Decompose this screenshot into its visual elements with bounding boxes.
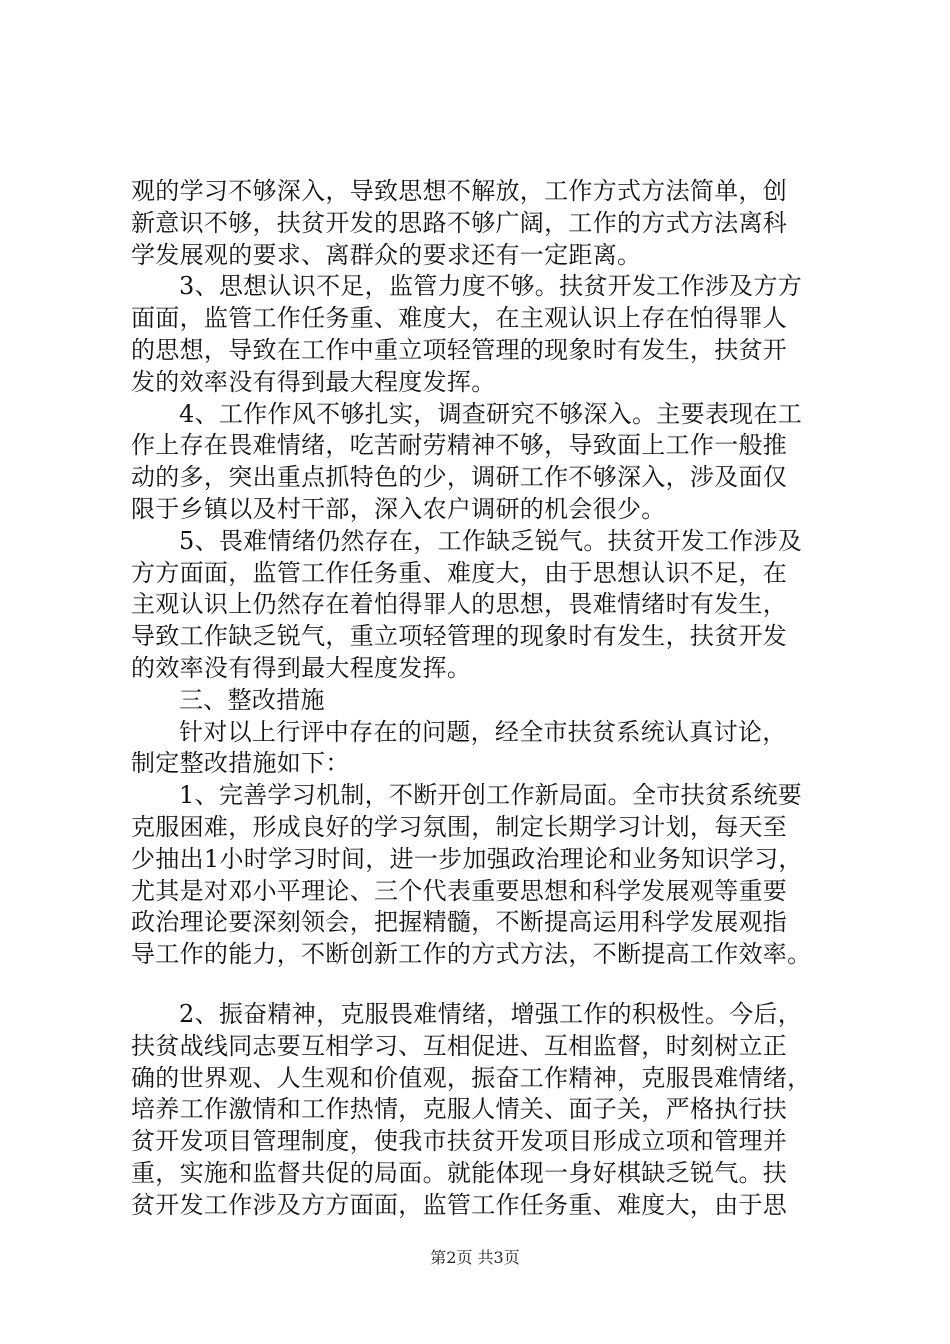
text-line: 主观认识上仍然存在着怕得罪人的思想，畏难情绪时有发生， bbox=[131, 590, 788, 619]
text-line: 限于乡镇以及村干部，深入农户调研的机会很少。 bbox=[131, 494, 666, 523]
text-line: 制定整改措施如下： bbox=[131, 749, 350, 778]
text-line: 扶贫战线同志要互相学习、互相促进、互相监督，时刻树立正 bbox=[131, 1031, 788, 1060]
text-line: 少抽出1小时学习时间，进一步加强政治理论和业务知识学习， bbox=[131, 844, 803, 873]
text-line: 作上存在畏难情绪，吃苦耐劳精神不够，导致面上工作一般推 bbox=[131, 431, 788, 460]
text-line: 3、思想认识不足，监管力度不够。扶贫开发工作涉及方方 bbox=[179, 272, 803, 301]
text-line: 导工作的能力，不断创新工作的方式方法，不断提高工作效率。 bbox=[131, 940, 812, 969]
text-line: 贫开发工作涉及方方面面，监管工作任务重、难度大，由于思 bbox=[131, 1190, 788, 1219]
text-line: 培养工作激情和工作热情，克服人情关、面子关，严格执行扶 bbox=[131, 1095, 788, 1124]
text-line: 确的世界观、人生观和价值观，振奋工作精神，克服畏难情绪， bbox=[131, 1063, 812, 1092]
text-line: 的思想，导致在工作中重立项轻管理的现象时有发生，扶贫开 bbox=[131, 335, 788, 364]
text-line: 发的效率没有得到最大程度发挥。 bbox=[131, 367, 496, 396]
paragraph-gap bbox=[131, 971, 851, 999]
text-line: 克服困难，形成良好的学习氛围，制定长期学习计划，每天至 bbox=[131, 812, 788, 841]
text-line: 重，实施和监督共促的局面。就能体现一身好棋缺乏锐气。扶 bbox=[131, 1158, 788, 1187]
text-line: 新意识不够，扶贫开发的思路不够广阔，工作的方式方法离科 bbox=[131, 208, 788, 237]
text-line: 尤其是对邓小平理论、三个代表重要思想和科学发展观等重要 bbox=[131, 876, 788, 905]
text-line: 观的学习不够深入，导致思想不解放，工作方式方法简单，创 bbox=[131, 177, 788, 205]
text-line: 5、畏难情绪仍然存在，工作缺乏锐气。扶贫开发工作涉及 bbox=[179, 526, 803, 555]
text-line: 面面，监管工作任务重、难度大，在主观认识上存在怕得罪人 bbox=[131, 304, 788, 333]
text-line: 2、振奋精神，克服畏难情绪，增强工作的积极性。今后， bbox=[179, 999, 803, 1028]
text-line: 三、整改措施 bbox=[179, 685, 325, 714]
text-line: 政治理论要深刻领会，把握精髓，不断提高运用科学发展观指 bbox=[131, 908, 788, 937]
text-line: 方方面面，监管工作任务重、难度大，由于思想认识不足，在 bbox=[131, 558, 788, 587]
text-line: 学发展观的要求、离群众的要求还有一定距离。 bbox=[131, 240, 642, 269]
text-line: 动的多，突出重点抓特色的少，调研工作不够深入，涉及面仅 bbox=[131, 463, 788, 492]
text-line: 导致工作缺乏锐气，重立项轻管理的现象时有发生，扶贫开发 bbox=[131, 622, 788, 651]
text-line: 的效率没有得到最大程度发挥。 bbox=[131, 653, 472, 682]
document-body bbox=[131, 176, 851, 1222]
text-line: 1、完善学习机制，不断开创工作新局面。全市扶贫系统要 bbox=[179, 781, 803, 810]
page-footer: 第2页 共3页 bbox=[430, 1248, 520, 1267]
text-line: 针对以上行评中存在的问题，经全市扶贫系统认真讨论， bbox=[179, 717, 787, 746]
text-line: 贫开发项目管理制度，使我市扶贫开发项目形成立项和管理并 bbox=[131, 1127, 788, 1156]
text-line: 4、工作作风不够扎实，调查研究不够深入。主要表现在工 bbox=[179, 399, 803, 428]
